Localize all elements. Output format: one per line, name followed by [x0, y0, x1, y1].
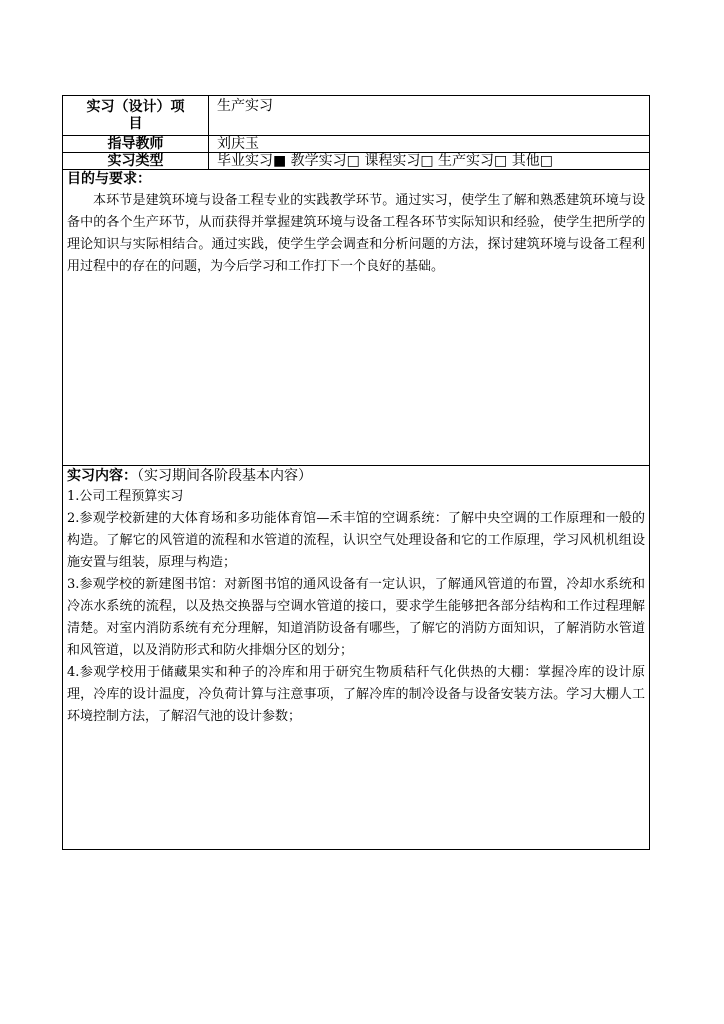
content-title-text: 实习内容： [67, 468, 137, 484]
content-item: 4.参观学校用于储藏果实和种子的冷库和用于研究生物质秸秆气化供热的大棚：掌握冷库的设计原理，冷库的设计温度，冷负荷计算与注意事项，了解冷库的制冷设备与设备安装方法。学习大棚人工环境控制方法，了解沼气池的设计参数； [67, 665, 645, 724]
teacher-row [63, 136, 649, 153]
project-label: 实习（设计）项目 [63, 96, 209, 135]
content-list [67, 486, 645, 728]
content-title [67, 467, 312, 485]
type-row [63, 153, 649, 170]
project-row [63, 96, 649, 136]
purpose-title-text: 目的与要求： [67, 171, 151, 187]
teacher-label: 指导教师 [63, 136, 209, 152]
purpose-title [67, 170, 151, 188]
purpose-section [63, 170, 649, 466]
content-section [63, 466, 649, 849]
content-item: 1.公司工程预算实习 [67, 489, 184, 504]
teacher-value: 刘庆玉 [217, 136, 259, 152]
content-item: 3.参观学校的新建图书馆：对新图书馆的通风设备有一定认识，了解通风管道的布置，冷却水系统和冷冻水系统的流程，以及热交换器与空调水管道的接口，要求学生能够把各部分结构和工作过程理解清楚。对室内消防系统有充分理解，知道消防设备有哪些，了解它的消防方面知识，了解消防水管道和风管道，以及消防形式和防火排烟分区的划分； [67, 577, 645, 658]
content-subtitle: （实习期间各阶段基本内容） [137, 468, 312, 484]
type-label: 实习类型 [63, 153, 209, 169]
practice-form [62, 95, 650, 850]
content-item: 2.参观学校新建的大体育场和多功能体育馆—禾丰馆的空调系统：了解中央空调的工作原理和一般的构造。了解它的风管道的流程和水管道的流程，认识空气处理设备和它的工作原理，学习风机机组设施安置与组装，原理与构造； [67, 511, 645, 570]
type-value: 毕业实习■ 教学实习□ 课程实习□ 生产实习□ 其他□ [217, 153, 553, 169]
project-value: 生产实习 [217, 98, 273, 114]
purpose-text: 本环节是建筑环境与设备工程专业的实践教学环节。通过实习，使学生了解和熟悉建筑环境与设备中的各个生产环节，从而获得并掌握建筑环境与设备工程各环节实际知识和经验，使学生把所学的理论知识与实际相结合。通过实践，使学生学会调查和分析问题的方法，探讨建筑环境与设备工程利用过程中的存在的问题，为今后学习和工作打下一个良好的基础。 [67, 193, 645, 274]
